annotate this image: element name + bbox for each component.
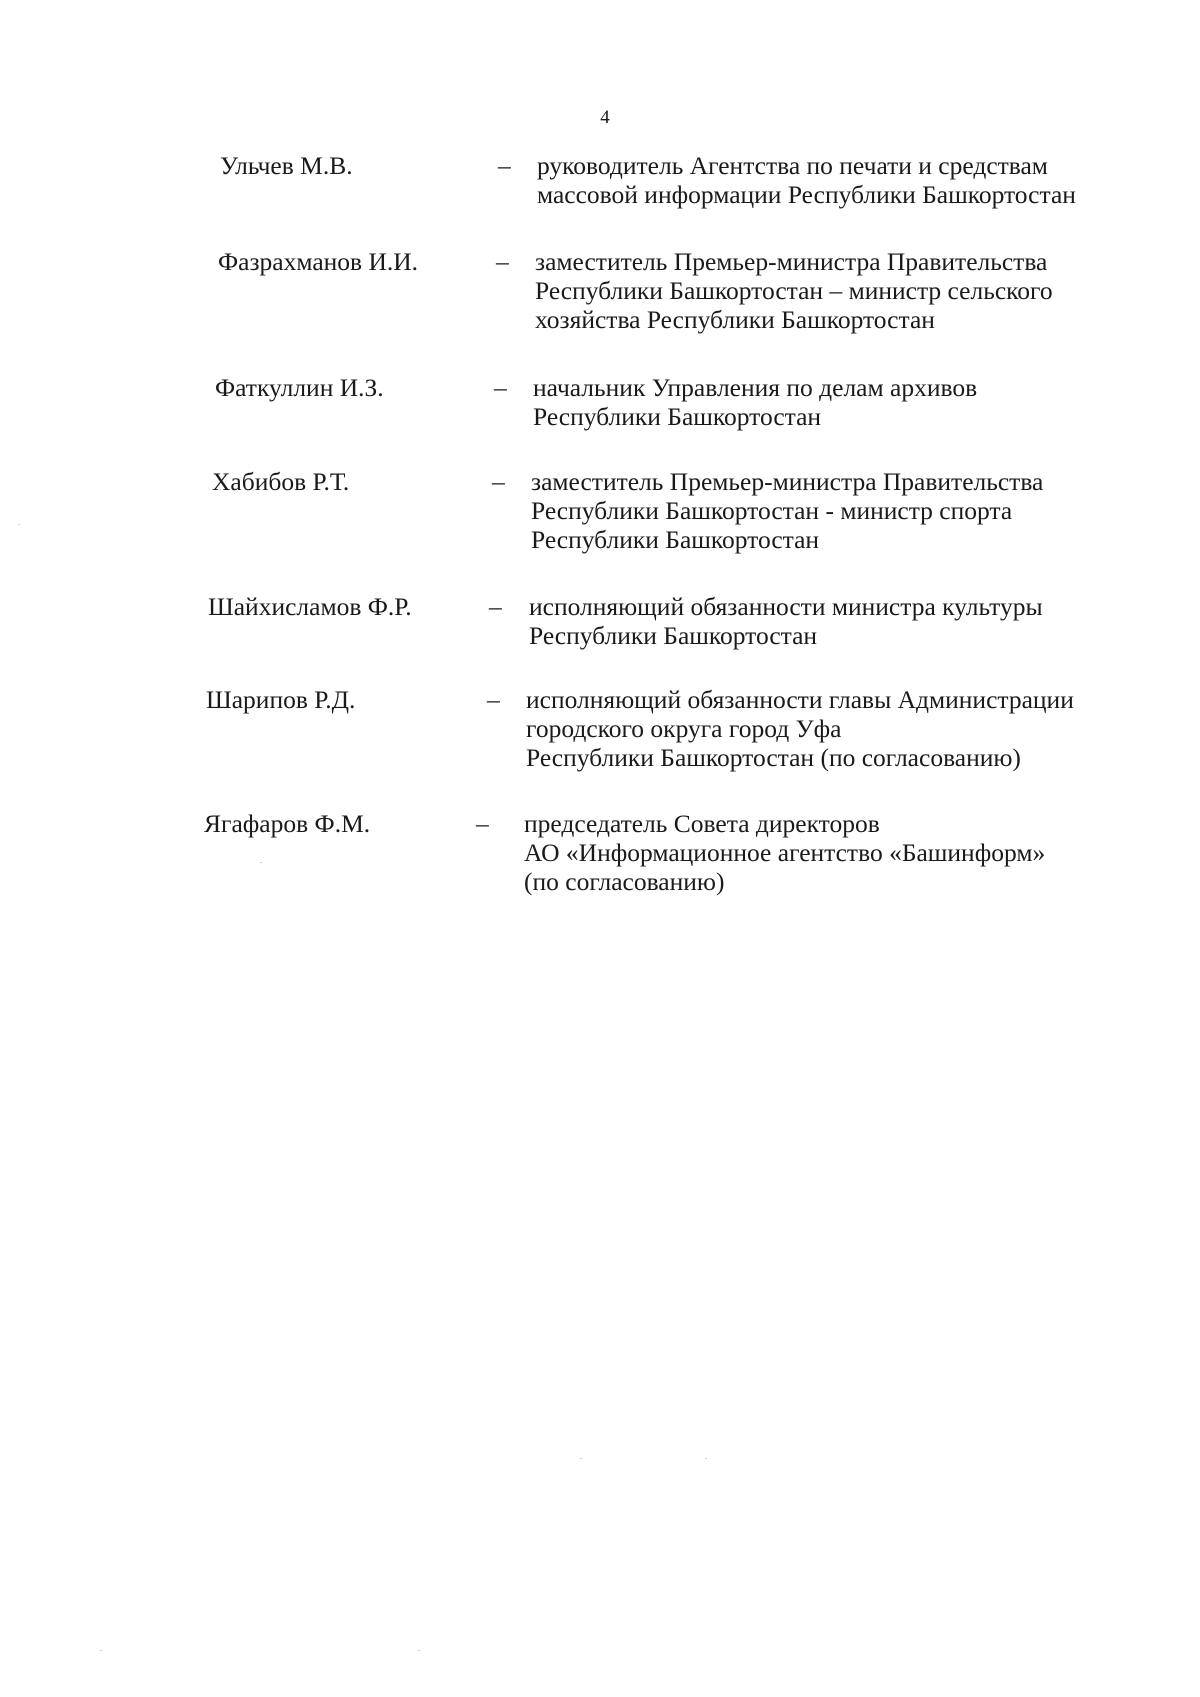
dash-separator: – — [487, 685, 500, 714]
dash-separator: – — [498, 151, 511, 180]
description-line: Республики Башкортостан — [533, 402, 822, 431]
position-description — [537, 151, 1076, 209]
position-description — [533, 373, 977, 431]
page-number: 4 — [600, 107, 610, 128]
description-line: Республики Башкортостан (по согласованию) — [526, 743, 1021, 772]
person-name: Хабибов Р.Т. — [212, 467, 350, 496]
person-name: Шарипов Р.Д. — [206, 685, 356, 714]
description-line: исполняющий обязанности главы Администрации — [526, 685, 1074, 714]
description-line: АО «Информационное агентство «Башинформ» — [524, 838, 1046, 867]
scan-speck — [580, 1458, 582, 1459]
description-line: заместитель Премьер-министра Правительства — [531, 467, 1044, 496]
description-line: массовой информации Республики Башкортостан — [537, 180, 1076, 209]
description-line: руководитель Агентства по печати и средствам — [537, 151, 1048, 180]
description-line: начальник Управления по делам архивов — [533, 373, 978, 402]
position-description — [526, 685, 1074, 772]
position-description — [531, 467, 1043, 554]
scan-speck — [418, 1650, 420, 1651]
person-name: Ягафаров Ф.М. — [204, 809, 371, 838]
description-line: Республики Башкортостан — [531, 525, 820, 554]
dash-separator: – — [489, 592, 502, 621]
description-line: Республики Башкортостан - министр спорта — [531, 496, 1013, 525]
description-line: исполняющий обязанности министра культуры — [529, 592, 1043, 621]
description-line: городского округа город Уфа — [526, 714, 842, 743]
description-line: хозяйства Республики Башкортостан — [535, 305, 935, 334]
scan-speck — [260, 862, 262, 863]
dash-separator: – — [476, 809, 489, 838]
scan-speck — [18, 524, 20, 525]
dash-separator: – — [496, 247, 509, 276]
position-description — [535, 247, 1053, 334]
scan-speck — [705, 1458, 707, 1459]
person-name: Фазрахманов И.И. — [218, 247, 419, 276]
person-name: Фаткуллин И.З. — [215, 373, 384, 402]
position-description — [529, 592, 1043, 650]
description-line: председатель Совета директоров — [524, 809, 880, 838]
person-name: Ульчев М.В. — [220, 151, 353, 180]
description-line: Республики Башкортостан — [529, 621, 818, 650]
dash-separator: – — [494, 373, 507, 402]
scan-speck — [100, 1650, 102, 1651]
description-line: (по согласованию) — [524, 867, 725, 896]
position-description — [524, 809, 1045, 896]
description-line: Республики Башкортостан – министр сельского — [535, 276, 1053, 305]
dash-separator: – — [492, 467, 505, 496]
person-name: Шайхисламов Ф.Р. — [208, 592, 412, 621]
description-line: заместитель Премьер-министра Правительства — [535, 247, 1048, 276]
